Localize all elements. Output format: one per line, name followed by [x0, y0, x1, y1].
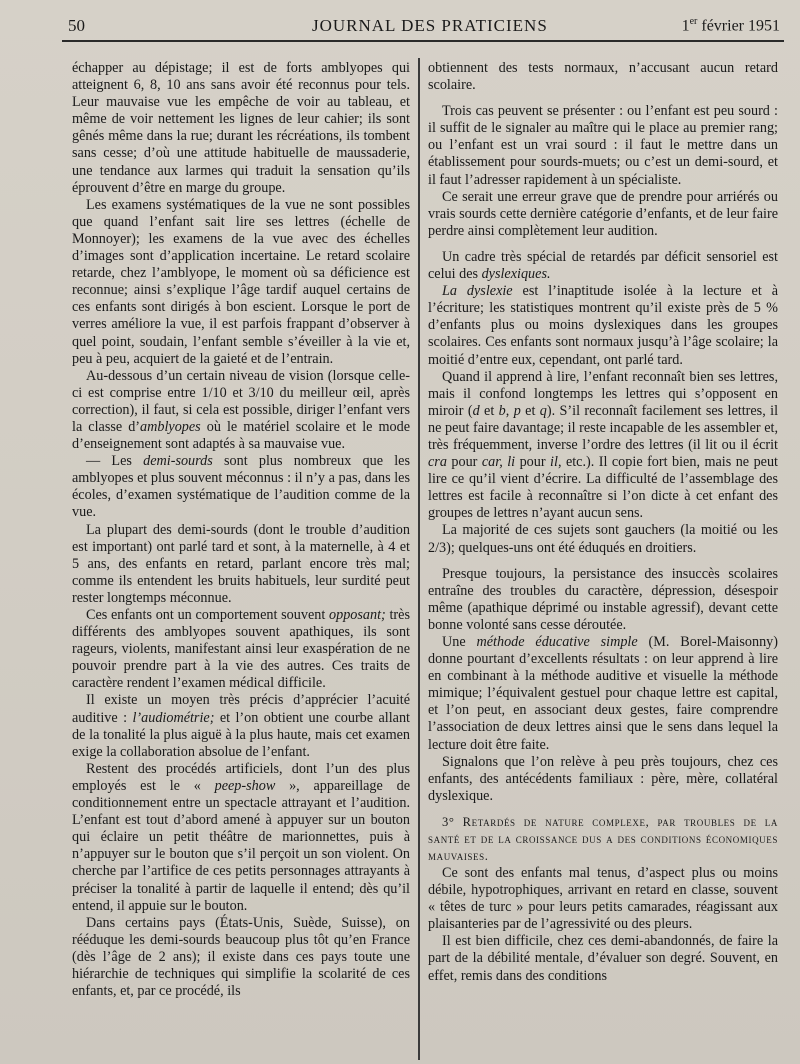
paragraph: Au-dessous d’un certain niveau de vision (lorsque celle-ci est comprise entre 1/10 et 3/10 du meilleur œil, après correction), il faut, si cela est possible, diriger l’enfant vers la classe d’amblyopes où le matériel scolaire et le mode d’enseignement sont adaptés à sa mauvaise vue.: [72, 367, 410, 453]
issue-date: 1er février 1951: [681, 16, 780, 35]
paragraph: Trois cas peuvent se présenter : ou l’enfant est peu sourd : il suffit de le signaler au maître qui le place au premier rang; ou l’enfant est un vrai sourd : il faut le mettre dans un établissement pour sourds-muets; ou c’est un demi-sourd, et il faut l’adresser rapidement à un spécialiste.: [428, 103, 778, 188]
paragraph: La dyslexie est l’inaptitude isolée à la lecture et à l’écriture; les statistiques montrent qu’il existe près de 5 % d’enfants plus ou moins dyslexiques dans les groupes scolaires. Ces enfants sont normaux jusqu’à l’âge scolaire; la moitié d’entre eux, cependant, ont parlé tard.: [428, 283, 779, 368]
paragraph: Il existe un moyen très précis d’apprécier l’acuité auditive : l’audiométrie; et l’on obtient une courbe allant de la tonalité la plus aiguë à la plus haute, mais cet examen exige la collaboration absolue de l’enfant.: [72, 692, 410, 760]
paragraph: Il est bien difficile, chez ces demi-abandonnés, de faire la part de la débilité mentale, d’évaluer son degré. Souvent, en effet, remis dans des conditions: [428, 933, 778, 984]
page-number: 50: [68, 16, 85, 35]
paragraph: Presque toujours, la persistance des insuccès scolaires entraîne des troubles du caractère, dépression, désespoir même (apathique déprimé ou instable agressif), devant cette bonne volonté sans cesse déroutée.: [428, 565, 778, 633]
paragraph: Dans certains pays (États-Unis, Suède, Suisse), on rééduque les demi-sourds beaucoup plus tôt qu’en France (dès l’âge de 2 ans); il existe dans ces pays toute une hiérarchie de techniques qui simplifie la scolarité de ces enfants, et, par ce procédé, ils: [72, 914, 410, 1000]
paragraph: obtiennent des tests normaux, n’accusant aucun retard scolaire.: [428, 60, 778, 94]
paragraph: Ce serait une erreur grave que de prendre pour arriérés ou vrais sourds cette dernière catégorie d’enfants, et de leur faire perdre ainsi complètement leur audition.: [428, 188, 778, 239]
paragraph: Un cadre très spécial de retardés par déficit sensoriel est celui des dyslexiques.: [428, 248, 778, 283]
paragraph: La majorité de ces sujets sont gauchers (la moitié ou les 2/3); quelques-uns ont été éduqués en droitiers.: [428, 522, 778, 556]
paragraph: Quand il apprend à lire, l’enfant reconnaît bien ses lettres, mais il confond longtemps les lettres qui s’opposent en miroir (d et b, p et q). S’il reconnaît facilement ses lettres, il ne peut faire davantage; il reste incapable de les assembler et, très fréquemment, inverse l’ordre des lettres (il lit ou il écrit cra pour car, li pour il, etc.). Il copie fort bien, mais ne peut lire ce qu’il vient d’écrire. La difficulté de l’assemblage des lettres est facile à reconnaître si l’on dicte à cet enfant des groupes de lettres n’ayant aucun sens.: [428, 368, 779, 522]
paragraph: — Les demi-sourds sont plus nombreux que les amblyopes et plus souvent méconnus : il n’y a pas, dans les écoles, d’examen systématique de l’audition comme de la vue.: [72, 453, 410, 521]
paragraph: Une méthode éducative simple (M. Borel-Maisonny) donne pourtant d’excellents résultats : on leur apprend à lire en combinant à la méthode auditive et visuelle la méthode mimique; l’équivalent gestuel pour chaque lettre est capital, et l’on peut, en associant deux gestes, faire comprendre l’association de deux lettres ainsi que le sens dans lequel la lecture doit être faite.: [428, 634, 778, 753]
paragraph: Restent des procédés artificiels, dont l’un des plus employés est le « peep-show », appareillage de conditionnement entre un spectacle attrayant et l’audition. L’enfant est tout d’abord amené à appuyer sur un bouton qui éclaire un petit théâtre de marionnettes, puis à n’appuyer sur le bouton que s’il perçoit un son violent. On cherche par l’artifice de ces petits personnages attrayants à préciser la tonalité à partir de laquelle il entend; dès qu’il entend, il appuie sur le bouton.: [72, 760, 410, 914]
left-column: [72, 60, 410, 1000]
page-header: [62, 14, 782, 38]
header-rule: [62, 40, 784, 42]
paragraph: Les examens systématiques de la vue ne sont possibles que quand l’enfant sait lire ses lettres (échelle de Monnoyer); les examens de la vue avec des échelles d’images sont d’application incertaine. Le retard scolaire retarde, chez l’amblyope, le moment où sa déficience est reconnue; ainsi s’explique l’âge tardif auquel certains de ces enfants sont dirigés à bon escient. Lorsque le port de verres améliore la vue, il est parfois frappant d’observer à quel point, soudain, l’enfant semble s’éveiller à la vie et, peu à peu, acquiert de la gaieté et de l’entrain.: [72, 196, 410, 367]
right-column: [428, 60, 778, 985]
paragraph: La plupart des demi-sourds (dont le trouble d’audition est important) ont parlé tard et sont, à la maternelle, à 4 et 5 ans, des enfants en retard, parlant encore très mal; comme ils entendent les bruits habituels, leur surdité peut rester longtemps méconnue.: [72, 521, 410, 606]
paragraph: Ce sont des enfants mal tenus, d’aspect plus ou moins débile, hypotrophiques, arrivant en retard en classe, souvent « têtes de turc » pour leurs petits camarades, réagissant aux plaisanteries par de l’agressivité ou des pleurs.: [428, 864, 778, 933]
paragraph: échapper au dépistage; il est de forts amblyopes qui atteignent 6, 8, 10 ans sans avoir été reconnus pour tels. Leur mauvaise vue les empêche de voir au tableau, et même de voir nettement les lignes de leur cahier; ils sont gênés même dans la rue; durant les récréations, ils tombent sans cesse; d’où une attitude habituelle de maussaderie, une tendance aux larmes qui traduit la sensation qu’ils éprouvent d’être en marge du groupe.: [72, 60, 410, 196]
paragraph: Ces enfants ont un comportement souvent opposant; très différents des amblyopes souvent apathiques, ils sont rageurs, violents, manifestant ainsi leur exaspération de ne pouvoir prendre part à la vie des autres. Ces traits de caractère rendent l’examen médical difficile.: [72, 607, 410, 692]
column-divider: [418, 58, 420, 1060]
journal-title: JOURNAL DES PRATICIENS: [312, 16, 548, 35]
paragraph: Signalons que l’on relève à peu près toujours, chez ces enfants, des antécédents familiaux : père, mère, collatéral dyslexique.: [428, 753, 778, 804]
section-heading: 3° Retardés de nature complexe, par troubles de la santé et de la croissance dus a des conditions économiques mauvaises.: [428, 814, 778, 863]
